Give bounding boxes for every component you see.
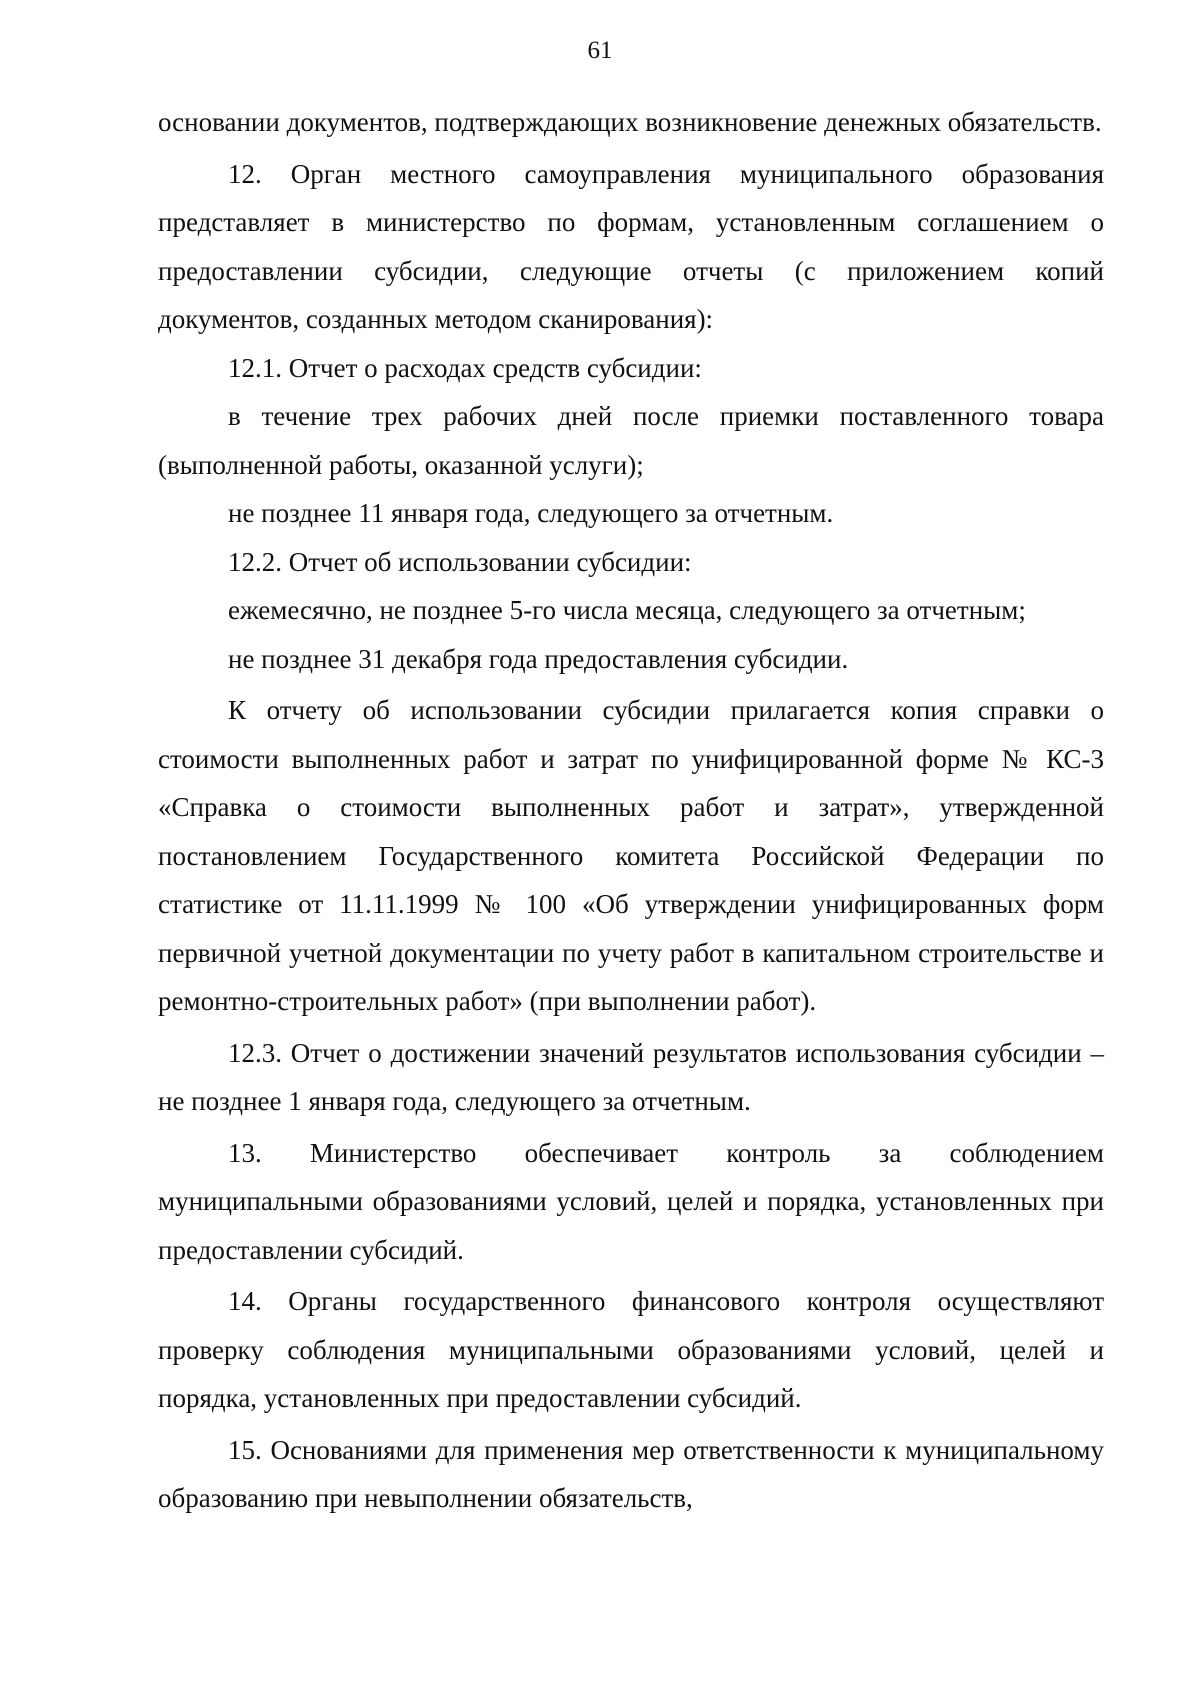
paragraph-report-deadline-1: в течение трех рабочих дней после приемки поставленного товара (выполненной работы, оказанной услуги);	[158, 401, 1104, 480]
paragraph-continuation: основании документов, подтверждающих возникновение денежных обязательств.	[158, 107, 1102, 137]
paragraph-usage-deadline-2: не позднее 31 декабря года предоставления субсидии.	[228, 643, 849, 674]
paragraph-item-12-2: 12.2. Отчет об использовании субсидии:	[228, 546, 692, 577]
paragraph-item-13: 13. Министерство обеспечивает контроль за соблюдением муниципальными образованиями условий, целей и порядка, установленных при предоставлении субсидий.	[158, 1137, 1104, 1265]
paragraph-usage-deadline-1: ежемесячно, не позднее 5-го числа месяца, следующего за отчетным;	[228, 595, 1026, 625]
paragraph-attachment-ks3: К отчету об использовании субсидии прилагается копия справки о стоимости выполненных работ и затрат по унифицированной форме № КС-3 «Справка о стоимости выполненных работ и затрат», утвержденной постановлением Государственного комитета Российской Федерации по статистике от 11.11.1999 № 100 «Об утверждении унифицированных форм первичной учетной документации по учету работ в капитальном строительстве и ремонтно-строительных работ» (при выполнении работ).	[158, 695, 1104, 1016]
paragraph-item-12-1: 12.1. Отчет о расходах средств субсидии:	[228, 352, 702, 383]
page-number: 61	[587, 37, 613, 64]
paragraph-item-15: 15. Основаниями для применения мер ответственности к муниципальному образованию при невыполнении обязательств,	[158, 1434, 1104, 1513]
document-body	[158, 98, 1104, 1523]
paragraph-item-12-3: 12.3. Отчет о достижении значений результатов использования субсидии – не позднее 1 января года, следующего за отчетным.	[158, 1037, 1104, 1116]
paragraph-report-deadline-2: не позднее 11 января года, следующего за отчетным.	[228, 498, 834, 528]
paragraph-item-12: 12. Орган местного самоуправления муниципального образования представляет в министерство по формам, установленным соглашением о предоставлении субсидии, следующие отчеты (с приложением копий документов, созданных методом сканирования):	[158, 158, 1104, 334]
paragraph-item-14: 14. Органы государственного финансового контроля осуществляют проверку соблюдения муниципальными образованиями условий, целей и порядка, установленных при предоставлении субсидий.	[158, 1286, 1104, 1413]
